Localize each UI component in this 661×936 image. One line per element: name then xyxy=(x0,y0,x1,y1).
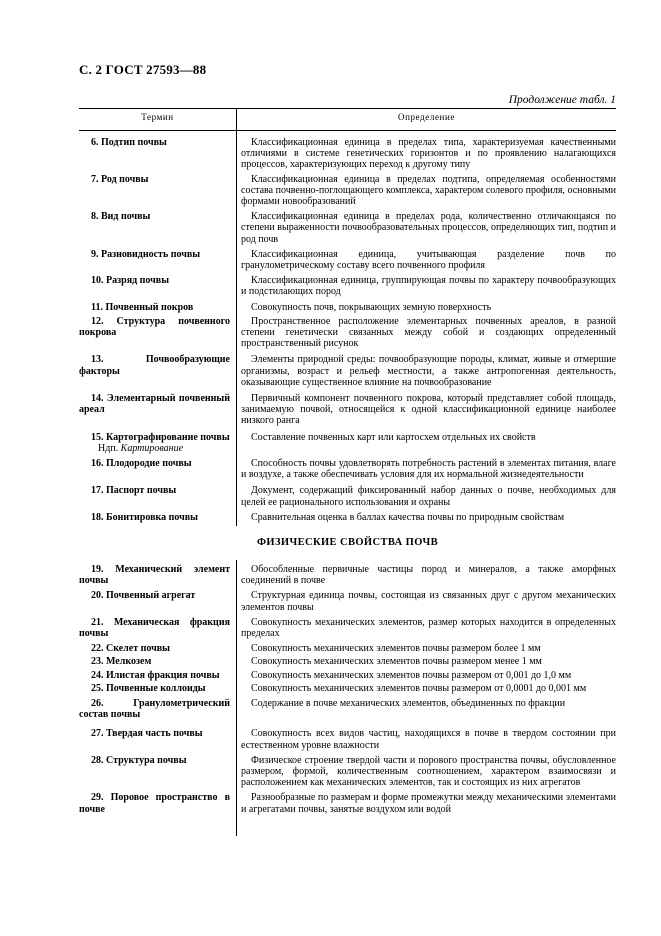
column-header-definition: Определение xyxy=(398,112,455,122)
table-row xyxy=(79,211,616,245)
definition-cell: Разнообразные по размерам и форме промежутки между механическими элементами и агрегатами почвы, занятые воздухом или водой xyxy=(241,792,616,815)
term-cell xyxy=(79,512,236,523)
term-text: 11. Почвенный покров xyxy=(91,301,194,313)
definition-cell: Элементы природной среды: почвообразующие породы, климат, живые и отмершие организмы, возраст и рельеф местности, а также антропогенная деятельность, оказывающие существенное влияние на почвообразование xyxy=(241,354,616,388)
definition-cell: Составление почвенных карт или картосхем отдельных их свойств xyxy=(251,431,536,443)
section-title: ФИЗИЧЕСКИЕ СВОЙСТВА ПОЧВ xyxy=(256,537,439,548)
term-cell xyxy=(79,174,236,208)
definition-cell: Физическое строение твердой части и порового пространства почвы, обусловленное размером, формой, количественным соотношением, характером взаимосвязи и расположением как механических элементов, так и состоящих из них агрегатов xyxy=(241,754,616,789)
term-cell xyxy=(79,137,236,171)
term-text: 22. Скелет почвы xyxy=(91,643,170,655)
term-text: 29. Поровое пространство в почве xyxy=(79,792,230,815)
table-row xyxy=(79,485,616,507)
definition-cell: Классификационная единица, учитывающая разделение почв по гранулометрическому составу всего почвенного профиля xyxy=(241,248,616,272)
term-text: 10. Разряд почвы xyxy=(91,275,170,287)
table-row xyxy=(79,137,616,171)
table-row xyxy=(79,792,616,814)
term-text: 24. Илистая фракция почвы xyxy=(91,669,220,681)
term-text: 26. Гранулометрический состав почвы xyxy=(79,698,230,721)
term-cell xyxy=(79,211,236,245)
table-row xyxy=(79,275,616,297)
term-text: 14. Элементарный почвенный ареал xyxy=(79,393,230,416)
definition-cell: Совокупность механических элементов, размер которых находится в определенных пределах xyxy=(241,616,616,640)
table-row xyxy=(79,564,616,586)
term-cell xyxy=(79,485,236,507)
term-text: 8. Вид почвы xyxy=(91,211,151,223)
definition-cell: Совокупность механических элементов почвы размером от 0,0001 до 0,001 мм xyxy=(251,682,587,694)
definition-cell: Пространственное расположение элементарных почвенных ареалов, в разной степени генетически связанных между собой и создающих определенный пространственный рисунок xyxy=(241,315,616,350)
table-row xyxy=(79,683,616,694)
term-cell xyxy=(79,792,236,814)
definition-cell: Совокупность механических элементов почвы размером менее 1 мм xyxy=(251,656,542,668)
definition-cell: Классификационная единица в пределах типа, характеризуемая качественными отличиями в системе генетических горизонтов и по проявлению налагающихся процессов, характеризующих переход к другому типу xyxy=(241,137,616,171)
definition-cell: Первичный компонент почвенного покрова, который представляет собой площадь, занимаемую почвой, относящейся к одной классификационной единице наиболее низкого ранга xyxy=(241,393,616,427)
terms-section-general xyxy=(79,137,616,523)
term-text: 18. Бонитировка почвы xyxy=(91,511,198,523)
definition-cell: Совокупность механических элементов почвы размером от 0,001 до 1,0 мм xyxy=(251,669,572,681)
table-row xyxy=(79,512,616,523)
term-cell xyxy=(79,249,236,271)
definition-cell: Документ, содержащий фиксированный набор данных о почве, необходимых для целей ее рационального использования и охраны xyxy=(241,485,616,508)
term-text: 16. Плодородие почвы xyxy=(91,458,192,470)
term-text: 17. Паспорт почвы xyxy=(91,485,177,497)
term-cell xyxy=(79,393,236,427)
synonym-word: Картирование xyxy=(120,442,184,454)
table-row xyxy=(79,590,616,612)
term-cell xyxy=(79,302,236,313)
table-row xyxy=(79,393,616,427)
term-text: 25. Почвенные коллоиды xyxy=(91,682,206,694)
term-cell xyxy=(79,656,236,667)
term-text: 20. Почвенный агрегат xyxy=(91,590,196,602)
table-row xyxy=(79,432,616,454)
term-cell xyxy=(79,643,236,654)
definition-cell: Совокупность всех видов частиц, находящихся в почве в твердом состоянии при естественном уровне влажности xyxy=(241,728,616,751)
term-synonym xyxy=(79,443,230,454)
term-cell xyxy=(79,316,236,350)
definition-cell: Совокупность механических элементов почвы размером более 1 мм xyxy=(251,643,541,655)
term-cell xyxy=(79,683,236,694)
table-row xyxy=(79,354,616,388)
definition-cell: Классификационная единица в пределах подтипа, определяемая особенностями состава почвенно-поглощающего комплекса, характером солевого профиля, основными формами новообразований xyxy=(241,173,616,208)
term-cell xyxy=(79,755,236,789)
term-cell xyxy=(79,590,236,612)
term-cell xyxy=(79,670,236,681)
term-text: 15. Картографирование почвы xyxy=(91,431,230,443)
term-text: 9. Разновидность почвы xyxy=(91,248,201,260)
definition-cell: Классификационная единица, группирующая почвы по характеру почвообразующих и подстилающих пород xyxy=(241,275,616,298)
term-cell xyxy=(79,564,236,586)
term-text: 7. Род почвы xyxy=(91,173,149,185)
table-row xyxy=(79,643,616,654)
term-cell xyxy=(79,728,236,750)
table-row xyxy=(79,656,616,667)
table-continuation-label: Продолжение табл. 1 xyxy=(508,94,616,106)
term-cell xyxy=(79,354,236,388)
term-cell xyxy=(79,458,236,480)
table-row xyxy=(79,728,616,750)
term-cell xyxy=(79,275,236,297)
table-row xyxy=(79,458,616,480)
table-row xyxy=(79,316,616,350)
definition-cell: Содержание в почве механических элементов, объединенных по фракции xyxy=(251,698,566,710)
table-row xyxy=(79,174,616,208)
table-row xyxy=(79,617,616,639)
table-row xyxy=(79,302,616,313)
table-row xyxy=(79,698,616,720)
term-text: 6. Подтип почвы xyxy=(91,137,167,148)
definition-cell: Способность почвы удовлетворять потребность растений в элементах питания, влаге и воздухе, а также обеспечивать условия для их нормальной жизнедеятельности xyxy=(241,458,616,481)
table-row xyxy=(79,755,616,789)
definition-cell: Структурная единица почвы, состоящая из связанных друг с другом механических элементов почвы xyxy=(241,590,616,613)
term-text: 12. Структура почвенного покрова xyxy=(79,315,230,339)
table-row xyxy=(79,670,616,681)
term-cell xyxy=(79,432,236,454)
term-text: 23. Мелкозем xyxy=(91,656,152,668)
term-text: 19. Механический элемент почвы xyxy=(79,564,230,587)
table-header-rule xyxy=(79,130,616,131)
table-row xyxy=(79,249,616,271)
term-cell xyxy=(79,617,236,639)
definition-cell: Обособленные первичные частицы пород и минералов, а также аморфных соединений в почве xyxy=(241,564,616,587)
term-cell xyxy=(79,698,236,720)
term-text: 13. Почвообразующие факторы xyxy=(79,354,230,377)
definition-cell: Сравнительная оценка в баллах качества почвы по природным свойствам xyxy=(251,511,565,523)
column-header-term: Термин xyxy=(141,112,174,122)
definition-cell: Совокупность почв, покрывающих земную поверхность xyxy=(251,301,492,313)
term-text: 21. Механическая фракция почвы xyxy=(79,616,230,640)
term-text: 28. Структура почвы xyxy=(91,754,187,766)
terms-section-physical xyxy=(79,564,616,815)
term-text: 27. Твердая часть почвы xyxy=(91,728,203,740)
table-top-rule xyxy=(79,108,616,109)
page-header: С. 2 ГОСТ 27593—88 xyxy=(79,62,207,77)
definition-cell: Классификационная единица в пределах рода, количественно отличающаяся по степени выраженности почвообразовательных процессов, определяющих тип, подтип и род почв xyxy=(241,211,616,245)
synonym-prefix: Ндп. xyxy=(98,442,119,454)
